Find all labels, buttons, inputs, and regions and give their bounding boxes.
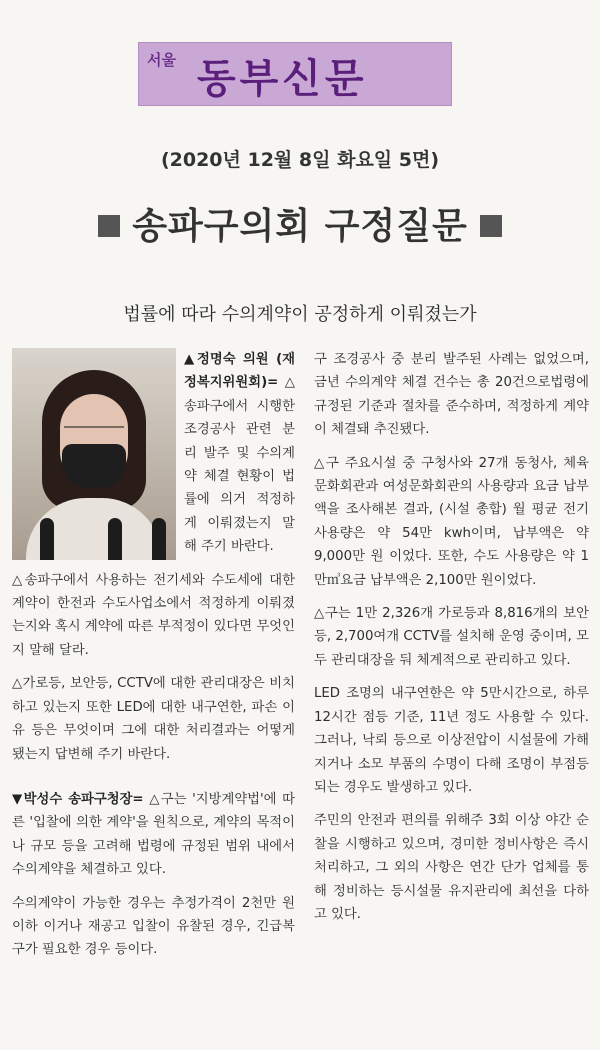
answer-paragraph <box>12 788 295 882</box>
masthead-paper-name: 동부신문 <box>197 55 368 102</box>
right-column <box>314 348 589 936</box>
subheadline: 법률에 따라 수의계약이 공정하게 이뤄졌는가 <box>123 304 477 325</box>
square-bullet-icon <box>480 215 502 237</box>
headline-row <box>0 198 600 249</box>
dateline: (2020년 12월 8일 화요일 5면) <box>160 149 440 171</box>
headline: 송파구의회 구정질문 <box>132 205 468 247</box>
answer-speaker: ▼박성수 송파구청장= <box>12 791 144 807</box>
answer-text-1: △구는 '지방계약법'에 따른 '입찰에 의한 계약'을 원칙으로, 계약의 목적이나 규모 등을 고려해 법령에 규정된 범위 내에서 수의계약을 체결하고 있다. <box>12 791 295 878</box>
question-paragraph: △송파구에서 사용하는 전기세와 수도세에 대한 계약이 한전과 수도사업소에서 적정하게 이뤄졌는지와 혹시 계약에 따른 부적정이 있다면 무엇인지 말해 달라. <box>12 572 295 658</box>
answer-paragraph: LED 조명의 내구연한은 약 5만시간으로, 하루 12시간 점등 기준, 11년 정도 사용할 수 있다. 그러나, 낙뢰 등으로 이상전압이 시설물에 가해지거나 소모 부품의 수명이 다해 조명이 부점등 되는 경우도 발생하고 있다. <box>314 686 589 795</box>
left-column <box>12 348 295 972</box>
question-text-1: △송파구에서 시행한 조경공사 관련 분리 발주 및 수의계약 체결 현황이 법률에 의거 적정하게 이뤄졌는지 말해 주기 바란다. <box>184 375 295 555</box>
answer-paragraph: 수의계약이 가능한 경우는 추정가격이 2천만 원 이하 이거나 재공고 입찰이 유찰된 경우, 긴급복구가 필요한 경우 등이다. <box>12 895 295 958</box>
masthead-seoul: 서울 <box>147 51 176 69</box>
square-bullet-icon <box>98 215 120 237</box>
councilor-photo <box>12 348 176 560</box>
answer-paragraph: △구 주요시설 중 구청사와 27개 동청사, 체육문화회관과 여성문화회관의 사용량과 요금 납부액을 조사해본 결과, (시설 총합) 월 평균 전기사용량은 약 54만 kwh이며, 납부액은 약 9,000만 원 이었다. 또한, 수도 사용량은 약 1만㎥요금 납부액은 2,100만 원이었다. <box>314 455 589 588</box>
question-paragraph: △가로등, 보안등, CCTV에 대한 관리대장은 비치하고 있는지 또한 LED에 대한 내구연한, 파손 이유 등은 무엇이며 그에 대한 처리결과는 어떻게 됐는지 답변해 주기 바란다. <box>12 676 295 762</box>
newspaper-masthead <box>138 42 452 106</box>
answer-paragraph: 구 조경공사 중 분리 발주된 사례는 없었으며, 금년 수의계약 체결 건수는 총 20건으로법령에 규정된 기준과 절차를 준수하며, 적정하게 계약이 체결돼 추진됐다. <box>314 352 589 438</box>
answer-paragraph: 주민의 안전과 편의를 위해주 3회 이상 야간 순찰을 시행하고 있으며, 경미한 정비사항은 즉시 처리하고, 그 외의 사항은 연간 단가 업체를 통해 정비하는 등시설물 유지관리에 최선을 다하고 있다. <box>314 813 589 922</box>
question-speaker: ▲정명숙 의원 (재정복지위원회)= <box>184 352 295 391</box>
answer-paragraph: △구는 1만 2,326개 가로등과 8,816개의 보안등, 2,700여개 CCTV를 설치해 운영 중이며, 모두 관리대장을 둬 체계적으로 관리하고 있다. <box>314 606 589 668</box>
